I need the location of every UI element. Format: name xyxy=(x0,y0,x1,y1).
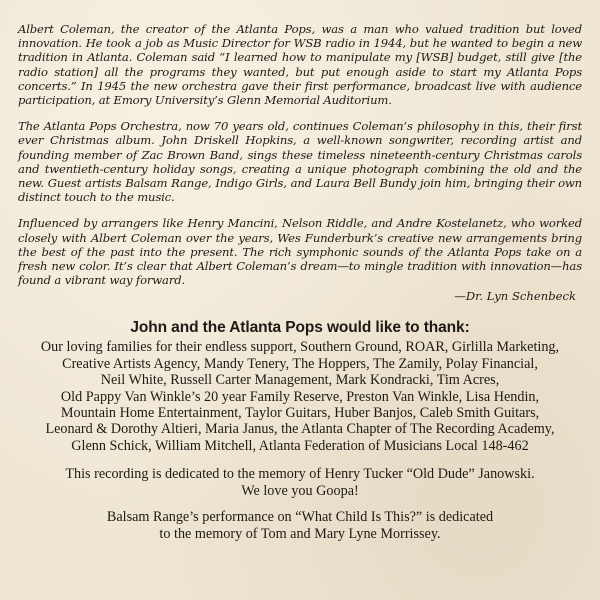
thanks-line: Glenn Schick, William Mitchell, Atlanta Federation of Musicians Local 148-462 xyxy=(71,437,529,454)
thanks-line: Mountain Home Entertainment, Taylor Guitars, Huber Banjos, Caleb Smith Guitars, xyxy=(60,405,540,422)
dedication-janowski xyxy=(18,466,582,499)
dedication-line: Balsam Range’s performance on “What Child Is This?” is dedicated xyxy=(106,509,494,526)
essay-section xyxy=(18,22,582,303)
dedications-section xyxy=(18,466,582,542)
thanks-line: Our loving families for their endless support, Southern Ground, ROAR, Girlilla Marketing, xyxy=(40,339,560,356)
essay-paragraph-3: Influenced by arrangers like Henry Mancini, Nelson Riddle, and Andre Kostelanetz, who worked closely with Albert Coleman over the years, Wes Funderburk’s creative new arrangements bring the best of the past into the present. The rich symphonic sounds of the Atlanta Pops take on a fresh new color. It’s clear that Albert Coleman’s dream—to mingle tradition with innovation—has found a vibrant way forward. xyxy=(18,216,582,288)
essay-paragraph-1: Albert Coleman, the creator of the Atlanta Pops, was a man who valued tradition but loved innovation. He took a job as Music Director for WSB radio in 1944, but he wanted to begin a new tradition in Atlanta. Coleman said “I learned how to manipulate my [WSB] budget, still give [the radio station] all the programs they wanted, but put enough aside to start my Atlanta Pops concerts.” In 1945 the new orchestra gave their first performance, broadcast live with audience participation, at Emory University’s Glenn Memorial Auditorium. xyxy=(18,22,582,108)
thanks-line: Leonard & Dorothy Altieri, Maria Janus, the Atlanta Chapter of The Recording Academy, xyxy=(45,421,555,438)
dedication-line: This recording is dedicated to the memory of Henry Tucker “Old Dude” Janowski. xyxy=(65,466,535,483)
dedication-line: We love you Goopa! xyxy=(241,482,359,499)
thanks-line: Old Pappy Van Winkle’s 20 year Family Reserve, Preston Van Winkle, Lisa Hendin, xyxy=(60,388,540,405)
essay-paragraph-2: The Atlanta Pops Orchestra, now 70 years old, continues Coleman’s philosophy in this, their first ever Christmas album. John Driskell Hopkins, a well-known songwriter, recording artist and founding member of Zac Brown Band, sings these timeless nineteenth-century Christmas carols and twentieth-century holiday songs, creating a unique photograph combining the old and the new. Guest artists Balsam Range, Indigo Girls, and Laura Bell Bundy join him, bringing their own distinct touch to the music. xyxy=(18,119,582,205)
thanks-line: Creative Artists Agency, Mandy Tenery, The Hoppers, The Zamily, Polay Financial, xyxy=(62,355,538,372)
thanks-list xyxy=(18,339,582,454)
thanks-line: Neil White, Russell Carter Management, Mark Kondracki, Tim Acres, xyxy=(100,372,500,389)
dedication-morrissey xyxy=(18,509,582,542)
thanks-section xyxy=(18,319,582,454)
thanks-heading: John and the Atlanta Pops would like to thank: xyxy=(130,319,470,337)
essay-signature: —Dr. Lyn Schenbeck xyxy=(454,289,576,304)
dedication-line: to the memory of Tom and Mary Lyne Morrissey. xyxy=(159,525,441,542)
